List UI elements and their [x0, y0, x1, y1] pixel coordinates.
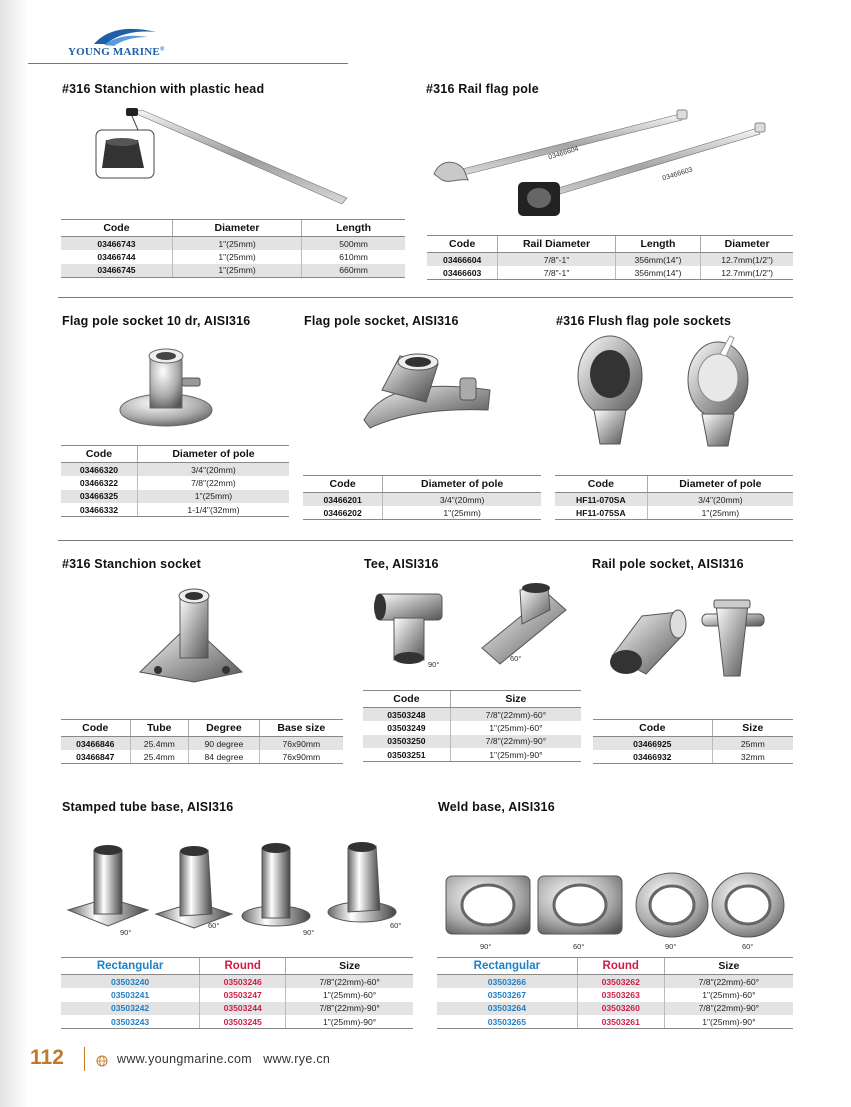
section-title-tee: Tee, AISI316	[364, 557, 439, 571]
section-title-stanchion-socket: #316 Stanchion socket	[62, 557, 201, 571]
cell-size: 1"(25mm)-90°	[286, 1015, 413, 1029]
cell-code: 03466932	[593, 750, 712, 764]
col-code: Code	[593, 720, 712, 737]
cell-size: 1"(25mm)-60°	[450, 721, 581, 735]
table-row	[555, 506, 793, 520]
table-row	[437, 975, 793, 989]
footer-divider	[84, 1047, 85, 1071]
cell-code: 03466325	[61, 490, 137, 504]
col-size: Size	[286, 958, 413, 975]
col-rectangular: Rectangular	[437, 958, 577, 975]
cell-size: 7/8"(22mm)-60°	[450, 708, 581, 722]
brand-name: YOUNG MARINE®	[68, 46, 165, 58]
col-size: Size	[450, 691, 581, 708]
section-title-socket-10dr: Flag pole socket 10 dr, AISI316	[62, 314, 251, 328]
table-row	[61, 490, 289, 504]
cell-size: 32mm	[712, 750, 793, 764]
flush-flag-pole-sockets-image	[570, 334, 770, 450]
cell-round: 03503262	[577, 975, 664, 989]
cell-length: 500mm	[302, 237, 405, 251]
cell-code: 03466332	[61, 503, 137, 517]
cell-diameter: 1"(25mm)	[647, 506, 793, 520]
table-row	[363, 708, 581, 722]
col-code: Code	[427, 236, 498, 253]
cell-size: 1"(25mm)-60°	[664, 988, 793, 1002]
cell-diameter: 1-1/4"(32mm)	[137, 503, 289, 517]
stamped-tube-bases-image	[64, 840, 414, 936]
cell-code: HF11-075SA	[555, 506, 647, 520]
col-diameter-of-pole: Diameter of pole	[383, 476, 541, 493]
cell-round: 03503263	[577, 988, 664, 1002]
col-degree: Degree	[189, 720, 259, 737]
cell-code: 03503251	[363, 748, 450, 762]
cell-code: 03466745	[61, 264, 172, 278]
table-rail-pole-socket	[593, 719, 793, 764]
cell-size: 7/8"(22mm)-90°	[286, 1002, 413, 1016]
table-stanchion-plastic	[61, 219, 405, 278]
col-rectangular: Rectangular	[61, 958, 200, 975]
page-number: 112	[30, 1046, 64, 1069]
col-code: Code	[303, 476, 383, 493]
table-row	[427, 266, 793, 280]
section-divider	[58, 297, 793, 298]
tee-label-90: 90°	[428, 660, 440, 669]
table-header-row	[61, 220, 405, 237]
table-row	[61, 503, 289, 517]
cell-rectangular: 03503241	[110, 989, 150, 1000]
table-header-row	[61, 446, 289, 463]
table-row	[61, 737, 343, 751]
table-stanchion-socket	[61, 719, 343, 764]
table-header-row	[303, 476, 541, 493]
table-header-row	[61, 958, 413, 975]
cell-rail-diameter: 7/8"-1"	[498, 253, 615, 267]
table-socket-10dr	[61, 445, 289, 517]
rail-flag-pole-image	[428, 108, 788, 230]
cell-length: 660mm	[302, 264, 405, 278]
table-rail-flag-pole	[427, 235, 793, 280]
cell-size: 1"(25mm)-60°	[286, 988, 413, 1002]
cell-code: 03466320	[61, 463, 137, 477]
section-title-flush-socket: #316 Flush flag pole sockets	[556, 314, 732, 328]
cell-code: 03466847	[61, 750, 130, 764]
header-rule	[28, 63, 348, 64]
table-row	[61, 988, 413, 1002]
col-code: Code	[61, 720, 130, 737]
col-rail-diameter: Rail Diameter	[498, 236, 615, 253]
col-round: Round	[200, 958, 286, 975]
tee-label-60: 60°	[510, 654, 522, 663]
table-header-row	[555, 476, 793, 493]
table-row	[437, 988, 793, 1002]
table-row	[593, 737, 793, 751]
weld-label-60-b: 60°	[742, 942, 754, 951]
cell-diameter: 12.7mm(1/2")	[701, 253, 793, 267]
cell-rectangular: 03503266	[437, 975, 577, 989]
col-base-size: Base size	[259, 720, 343, 737]
cell-diameter: 1"(25mm)	[137, 490, 289, 504]
cell-diameter: 1"(25mm)	[172, 250, 301, 264]
cell-length: 356mm(14")	[615, 253, 701, 267]
table-row	[61, 237, 405, 251]
table-tee	[363, 690, 581, 762]
cell-code: 03466846	[61, 737, 130, 751]
cell-round: 03503247	[200, 988, 286, 1002]
col-code: Code	[555, 476, 647, 493]
cell-code: 03503249	[387, 722, 426, 733]
stamped-label-60-a: 60°	[208, 921, 220, 930]
table-weld-base	[437, 957, 793, 1029]
table-flush-socket	[555, 475, 793, 520]
table-row	[61, 476, 289, 490]
table-header-row	[427, 236, 793, 253]
cell-round: 03503260	[577, 1002, 664, 1016]
weld-label-90-b: 90°	[665, 942, 677, 951]
globe-icon	[96, 1055, 108, 1067]
col-length: Length	[615, 236, 701, 253]
cell-degree: 90 degree	[189, 737, 259, 751]
table-header-row	[593, 720, 793, 737]
cell-round: 03503246	[200, 975, 286, 989]
table-header-row	[61, 720, 343, 737]
stanchion-socket-image	[134, 584, 246, 684]
table-header-row	[363, 691, 581, 708]
cell-rectangular: 03503265	[437, 1015, 577, 1029]
cell-code: 03466201	[303, 493, 383, 507]
cell-diameter: 1"(25mm)	[172, 237, 301, 251]
cell-size: 7/8"(22mm)-60°	[286, 975, 413, 989]
cell-code: 03466322	[79, 477, 119, 488]
cell-tube: 25.4mm	[130, 750, 189, 764]
table-row	[61, 463, 289, 477]
col-tube: Tube	[130, 720, 189, 737]
section-title-socket-aisi: Flag pole socket, AISI316	[304, 314, 459, 328]
cell-size: 1"(25mm)-90°	[664, 1015, 793, 1029]
col-diameter: Diameter	[172, 220, 301, 237]
stamped-label-90-a: 90°	[120, 928, 132, 937]
cell-code: 03466604	[427, 253, 498, 267]
col-code: Code	[61, 220, 172, 237]
table-row	[593, 750, 793, 764]
col-diameter: Diameter	[701, 236, 793, 253]
img-code-03466603: 03466603	[661, 166, 694, 183]
cell-base-size: 76x90mm	[259, 750, 343, 764]
col-diameter-of-pole: Diameter of pole	[647, 476, 793, 493]
cell-size: 1"(25mm)-90°	[450, 748, 581, 762]
cell-diameter: 1"(25mm)	[383, 506, 541, 520]
col-code: Code	[363, 691, 450, 708]
cell-rail-diameter: 7/8"-1"	[498, 266, 615, 280]
rail-pole-socket-image	[598, 596, 768, 680]
cell-diameter: 3/4"(20mm)	[647, 493, 793, 507]
cell-tube: 25.4mm	[130, 737, 189, 751]
stamped-label-90-b: 90°	[303, 928, 315, 937]
table-row	[61, 1002, 413, 1016]
cell-diameter: 1"(25mm)	[172, 264, 301, 278]
cell-diameter: 12.7mm(1/2")	[701, 266, 793, 280]
table-row	[437, 1002, 793, 1016]
img-code-03466604: 03466604	[547, 145, 580, 162]
col-length: Length	[302, 220, 405, 237]
section-title-rail-flag-pole: #316 Rail flag pole	[426, 82, 539, 96]
left-edge-shade	[0, 0, 28, 1107]
cell-size: 7/8"(22mm)-90°	[664, 1002, 793, 1016]
table-row	[303, 493, 541, 507]
flag-pole-socket-10dr-image	[116, 340, 216, 430]
cell-code: HF11-070SA	[555, 493, 647, 507]
footer-websites: www.youngmarine.com www.rye.cn	[117, 1052, 331, 1066]
flag-pole-socket-image	[360, 350, 500, 430]
weld-label-60-a: 60°	[573, 942, 585, 951]
cell-degree: 84 degree	[189, 750, 259, 764]
cell-code: 03466202	[303, 506, 383, 520]
table-row	[61, 264, 405, 278]
col-round: Round	[577, 958, 664, 975]
cell-round: 03503244	[200, 1002, 286, 1016]
cell-code: 03466925	[593, 737, 712, 751]
cell-size: 25mm	[712, 737, 793, 751]
table-row	[427, 253, 793, 267]
cell-rectangular: 03503243	[61, 1015, 200, 1029]
table-row	[61, 1015, 413, 1029]
section-title-rail-pole-socket: Rail pole socket, AISI316	[592, 557, 744, 571]
cell-rectangular: 03503242	[61, 1002, 200, 1016]
cell-code: 03466603	[427, 266, 498, 280]
section-title-weld-base: Weld base, AISI316	[438, 800, 555, 814]
section-title-stanchion-plastic: #316 Stanchion with plastic head	[62, 82, 265, 96]
col-size: Size	[712, 720, 793, 737]
weld-label-90-a: 90°	[480, 942, 492, 951]
cell-rectangular: 03503264	[437, 1002, 577, 1016]
table-row	[303, 506, 541, 520]
wave-logo-icon	[90, 24, 160, 48]
cell-diameter: 3/4"(20mm)	[383, 493, 541, 507]
cell-code: 03503250	[363, 735, 450, 749]
table-row	[61, 250, 405, 264]
table-socket-aisi	[303, 475, 541, 520]
cell-code: 03466744	[97, 251, 136, 262]
cell-size: 7/8"(22mm)-60°	[664, 975, 793, 989]
col-code: Code	[61, 446, 137, 463]
table-row	[61, 975, 413, 989]
cell-code: 03466743	[61, 237, 172, 251]
table-row	[363, 721, 581, 735]
cell-length: 356mm(14")	[615, 266, 701, 280]
cell-round: 03503261	[577, 1015, 664, 1029]
cell-rectangular: 03503267	[487, 989, 526, 1000]
brand-logo	[68, 24, 198, 64]
cell-length: 610mm	[302, 250, 405, 264]
table-row	[555, 493, 793, 507]
table-stamped-base	[61, 957, 413, 1029]
cell-size: 7/8"(22mm)-90°	[450, 735, 581, 749]
col-diameter-of-pole: Diameter of pole	[137, 446, 289, 463]
stanchion-plastic-head-image	[92, 106, 352, 210]
stamped-label-60-b: 60°	[390, 921, 402, 930]
cell-diameter: 3/4"(20mm)	[137, 463, 289, 477]
cell-round: 03503245	[200, 1015, 286, 1029]
table-row	[437, 1015, 793, 1029]
cell-rectangular: 03503240	[61, 975, 200, 989]
cell-base-size: 76x90mm	[259, 737, 343, 751]
section-divider	[58, 540, 793, 541]
cell-diameter: 7/8"(22mm)	[137, 476, 289, 490]
weld-bases-image	[442, 868, 792, 940]
cell-code: 03503248	[363, 708, 450, 722]
table-row	[61, 750, 343, 764]
col-size: Size	[664, 958, 793, 975]
table-row	[363, 735, 581, 749]
tee-fittings-image	[370, 580, 582, 670]
table-row	[363, 748, 581, 762]
section-title-stamped-base: Stamped tube base, AISI316	[62, 800, 234, 814]
table-header-row	[437, 958, 793, 975]
